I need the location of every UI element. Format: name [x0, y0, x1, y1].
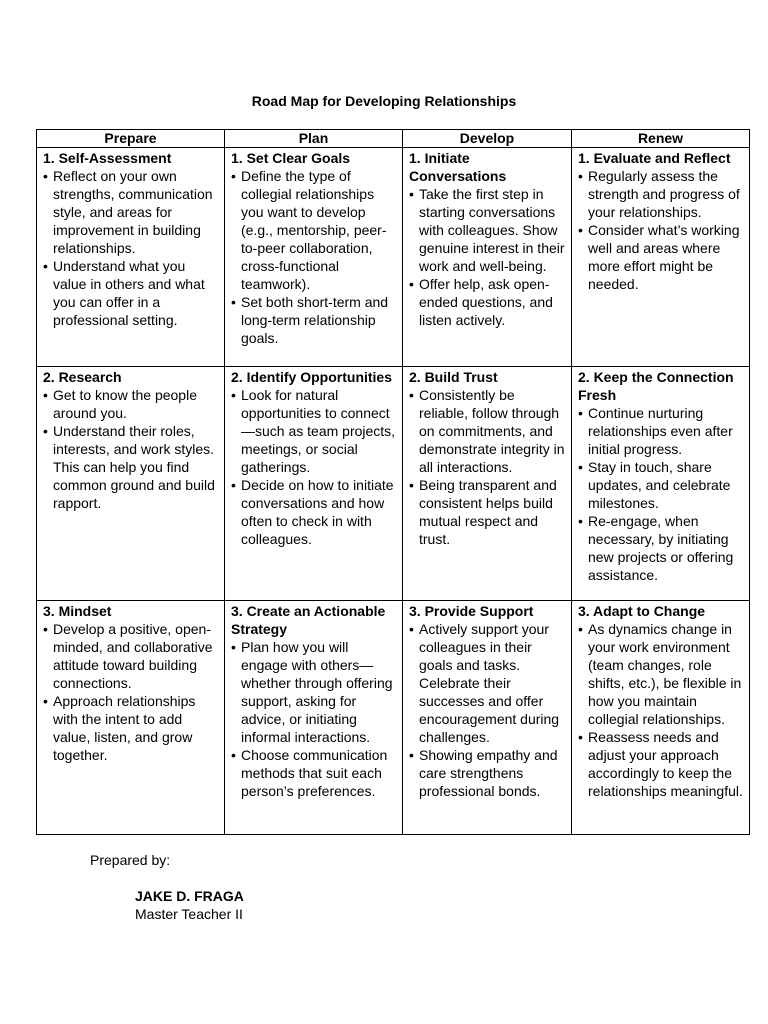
- roadmap-table: [36, 129, 750, 835]
- bullet-item: • Being transparent and consistent helps build mutual respect and trust.: [409, 476, 567, 548]
- bullet-list: [43, 167, 220, 329]
- bullet-item: • Take the first step in starting conversations with colleagues. Show genuine interest in their work and well-being.: [409, 185, 567, 275]
- bullet-item: • Continue nurturing relationships even after initial progress.: [578, 404, 745, 458]
- cell-title: 2. Build Trust: [409, 369, 498, 385]
- bullet-list: [231, 386, 398, 548]
- bullet-item: • Decide on how to initiate conversations and how often to check in with colleagues.: [231, 476, 398, 548]
- table-row: [37, 367, 750, 601]
- table-cell: [37, 601, 225, 835]
- bullet-item: • Understand their roles, interests, and work styles. This can help you find common ground and build rapport.: [43, 422, 220, 512]
- cell-title: 2. Identify Opportunities: [231, 369, 393, 385]
- bullet-list: [409, 386, 567, 548]
- bullet-item: • Define the type of collegial relationships you want to develop (e.g., mentorship, peer-to-peer collaboration, cross-functional teamwork).: [231, 167, 398, 293]
- bullet-item: • Consistently be reliable, follow through on commitments, and demonstrate integrity in all interactions.: [409, 386, 567, 476]
- cell-title: 3. Create an Actionable Strategy: [231, 603, 386, 637]
- bullet-list: [578, 167, 745, 293]
- bullet-item: • Get to know the people around you.: [43, 386, 220, 422]
- bullet-item: • Consider what’s working well and areas where more effort might be needed.: [578, 221, 745, 293]
- bullet-item: • Regularly assess the strength and progress of your relationships.: [578, 167, 745, 221]
- bullet-item: • Actively support your colleagues in their goals and tasks. Celebrate their successes and offer encouragement during challenges.: [409, 620, 567, 746]
- bullet-list: [231, 638, 398, 800]
- signer-role: Master Teacher II: [135, 906, 243, 922]
- table-cell: [225, 601, 403, 835]
- table-row: [37, 601, 750, 835]
- column-header-plan: Plan: [225, 130, 403, 148]
- table-cell: [572, 367, 750, 601]
- cell-title: 1. Self-Assessment: [43, 150, 172, 166]
- document-title: Road Map for Developing Relationships: [251, 93, 517, 109]
- bullet-list: [43, 620, 220, 764]
- bullet-item: • Stay in touch, share updates, and celebrate milestones.: [578, 458, 745, 512]
- bullet-item: • Reflect on your own strengths, communication style, and areas for improvement in building relationships.: [43, 167, 220, 257]
- bullet-list: [578, 404, 745, 584]
- cell-title: 1. Initiate Conversations: [409, 150, 507, 184]
- cell-title: 1. Evaluate and Reflect: [578, 150, 731, 166]
- table-cell: [37, 367, 225, 601]
- cell-title: 3. Provide Support: [409, 603, 534, 619]
- table-cell: [403, 367, 572, 601]
- bullet-item: • Look for natural opportunities to connect—such as team projects, meetings, or social gatherings.: [231, 386, 398, 476]
- table-cell: [37, 148, 225, 367]
- bullet-item: • As dynamics change in your work environment (team changes, role shifts, etc.), be flexible in how you maintain collegial relationships.: [578, 620, 745, 728]
- table-cell: [572, 601, 750, 835]
- bullet-item: • Understand what you value in others and what you can offer in a professional setting.: [43, 257, 220, 329]
- bullet-item: • Plan how you will engage with others—whether through offering support, asking for advice, or initiating informal interactions.: [231, 638, 398, 746]
- table-cell: [572, 148, 750, 367]
- bullet-item: • Choose communication methods that suit each person’s preferences.: [231, 746, 398, 800]
- cell-title: 2. Research: [43, 369, 122, 385]
- bullet-list: [231, 167, 398, 347]
- table-cell: [225, 148, 403, 367]
- bullet-list: [409, 620, 567, 800]
- table-cell: [225, 367, 403, 601]
- bullet-item: • Re-engage, when necessary, by initiating new projects or offering assistance.: [578, 512, 745, 584]
- cell-title: 2. Keep the Connection Fresh: [578, 369, 734, 403]
- table-cell: [403, 148, 572, 367]
- bullet-item: • Reassess needs and adjust your approach accordingly to keep the relationships meaningful.: [578, 728, 745, 800]
- cell-title: 1. Set Clear Goals: [231, 150, 351, 166]
- bullet-list: [578, 620, 745, 800]
- signer-name: JAKE D. FRAGA: [135, 888, 244, 904]
- bullet-item: • Set both short-term and long-term relationship goals.: [231, 293, 398, 347]
- column-header-develop: Develop: [403, 130, 572, 148]
- bullet-item: • Showing empathy and care strengthens professional bonds.: [409, 746, 567, 800]
- cell-title: 3. Adapt to Change: [578, 603, 706, 619]
- table-row: [37, 148, 750, 367]
- bullet-item: • Approach relationships with the intent to add value, listen, and grow together.: [43, 692, 220, 764]
- column-header-renew: Renew: [572, 130, 750, 148]
- bullet-item: • Develop a positive, open-minded, and collaborative attitude toward building connections.: [43, 620, 220, 692]
- header-row: [37, 130, 750, 148]
- bullet-list: [409, 185, 567, 329]
- prepared-by-label: Prepared by:: [90, 852, 171, 868]
- cell-title: 3. Mindset: [43, 603, 112, 619]
- bullet-list: [43, 386, 220, 512]
- bullet-item: • Offer help, ask open-ended questions, and listen actively.: [409, 275, 567, 329]
- table-cell: [403, 601, 572, 835]
- column-header-prepare: Prepare: [37, 130, 225, 148]
